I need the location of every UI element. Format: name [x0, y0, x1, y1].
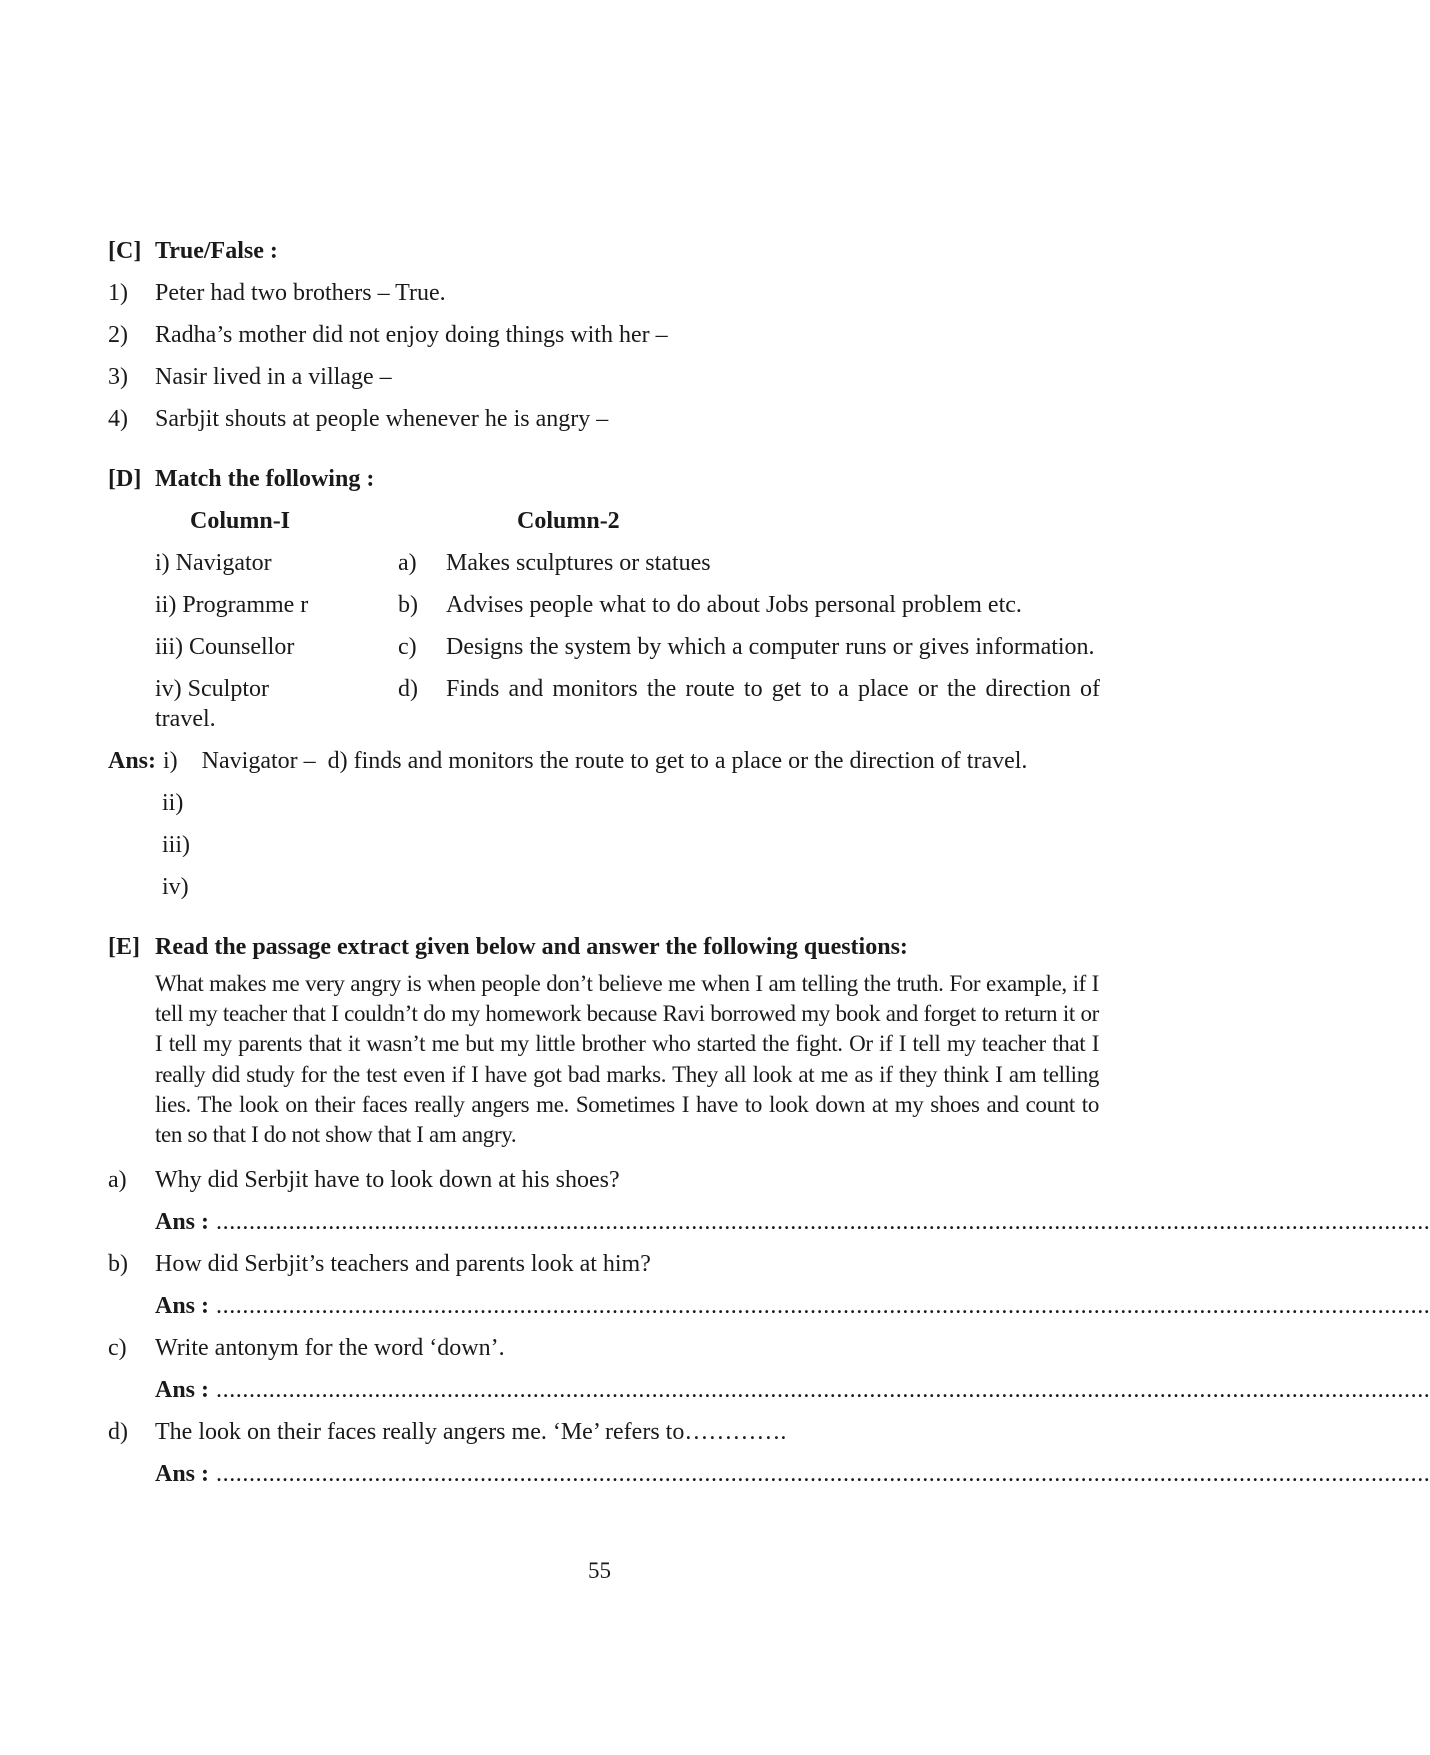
section-d-title: Match the following :	[155, 466, 375, 492]
match-row-4-letter: d)	[398, 676, 418, 702]
tf-item-4-number: 4)	[108, 406, 128, 432]
section-e-label: [E]	[108, 934, 140, 960]
answer-3: iii)	[162, 832, 190, 858]
tf-item-2-number: 2)	[108, 322, 128, 348]
section-c-title: True/False :	[155, 238, 278, 264]
question-a-ans-label: Ans :	[155, 1209, 210, 1235]
question-c-text: Write antonym for the word ‘down’.	[155, 1335, 505, 1361]
question-b-letter: b)	[108, 1251, 128, 1277]
section-d-label: [D]	[108, 466, 142, 492]
question-b-ans-label: Ans :	[155, 1293, 210, 1319]
question-a-letter: a)	[108, 1167, 127, 1193]
passage-extract: What makes me very angry is when people don’t believe me when I am telling the truth. For example, if I tell my teacher that I couldn’t do my homework because Ravi borrowed my book and forget to return it or I tell my parents that it wasn’t me but my little brother who started the fight. Or if I tell my teacher that I really did study for the test even if I have got bad marks. They all look at me as if they think I am telling lies. The look on their faces really angers me. Sometimes I have to look down at my shoes and count to ten so that I do not show that I am angry.	[155, 971, 1099, 1148]
question-c-answer-line: ........................................................................................................................................................................................	[216, 1377, 1430, 1403]
column-2-header: Column-2	[517, 508, 620, 534]
question-a-text: Why did Serbjit have to look down at his shoes?	[155, 1167, 620, 1193]
tf-item-1-text: Peter had two brothers – True.	[155, 280, 446, 306]
match-row-1-letter: a)	[398, 550, 417, 576]
match-row-1-term: i) Navigator	[155, 550, 272, 576]
match-row-2-letter: b)	[398, 592, 418, 618]
question-d-letter: d)	[108, 1419, 128, 1445]
tf-item-4-text: Sarbjit shouts at people whenever he is angry –	[155, 406, 609, 432]
answer-1: i) Navigator – d) finds and monitors the route to get to a place or the direction of travel.	[163, 748, 1028, 774]
answer-4: iv)	[162, 874, 189, 900]
match-row-4-term: iv) Sculptor	[155, 676, 269, 702]
match-row-3-letter: c)	[398, 634, 417, 660]
question-d-answer-line: ........................................................................................................................................................................................	[216, 1461, 1430, 1487]
question-b-text: How did Serbjit’s teachers and parents look at him?	[155, 1251, 651, 1277]
match-row-3-term: iii) Counsellor	[155, 634, 295, 660]
question-a-answer-line: ........................................................................................................................................................................................	[216, 1209, 1430, 1235]
match-row-2-definition: Advises people what to do about Jobs personal problem etc.	[446, 592, 1022, 618]
section-c-label: [C]	[108, 238, 142, 264]
question-c-letter: c)	[108, 1335, 127, 1361]
question-c-ans-label: Ans :	[155, 1377, 210, 1403]
tf-item-2-text: Radha’s mother did not enjoy doing things with her –	[155, 322, 668, 348]
section-e-title: Read the passage extract given below and answer the following questions:	[155, 934, 908, 960]
match-row-4-definition: Finds and monitors the route to get to a place or the direction of	[446, 676, 1100, 702]
tf-item-3-number: 3)	[108, 364, 128, 390]
answers-label: Ans:	[108, 748, 157, 774]
match-row-1-definition: Makes sculptures or statues	[446, 550, 711, 576]
match-row-2-term: ii) Programme r	[155, 592, 309, 618]
answer-2: ii)	[162, 790, 184, 816]
match-row-3-definition: Designs the system by which a computer runs or gives information.	[446, 634, 1095, 660]
column-1-header: Column-I	[190, 508, 291, 534]
page-number: 55	[588, 1558, 611, 1583]
tf-item-1-number: 1)	[108, 280, 128, 306]
match-row-4-continuation: travel.	[155, 706, 216, 732]
question-d-text: The look on their faces really angers me. ‘Me’ refers to………….	[155, 1419, 787, 1445]
question-d-ans-label: Ans :	[155, 1461, 210, 1487]
question-b-answer-line: ........................................................................................................................................................................................	[216, 1293, 1430, 1319]
tf-item-3-text: Nasir lived in a village –	[155, 364, 392, 390]
